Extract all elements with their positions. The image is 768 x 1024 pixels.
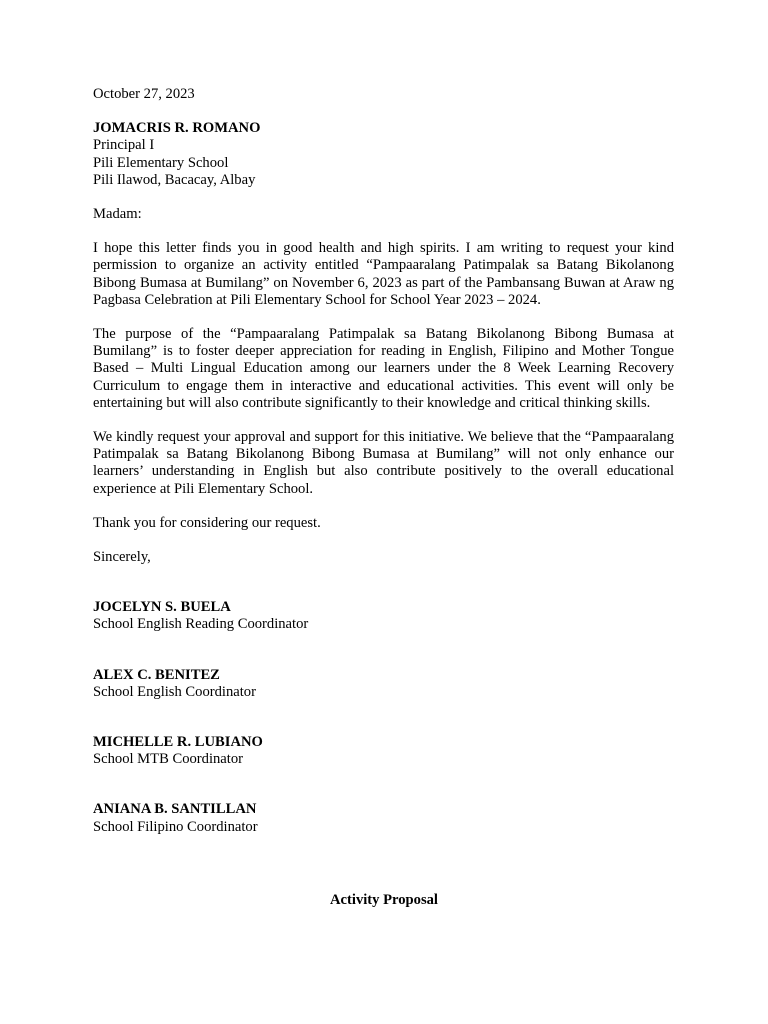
- signatory-name: MICHELLE R. LUBIANO: [93, 734, 263, 751]
- closing: Sincerely,: [93, 549, 151, 566]
- signatory-name: JOCELYN S. BUELA: [93, 599, 231, 616]
- signatory-2: [93, 667, 674, 701]
- signatory-4: [93, 801, 674, 835]
- signatory-role: School Filipino Coordinator: [93, 818, 258, 835]
- signatory-name: ALEX C. BENITEZ: [93, 666, 220, 683]
- signatory-role: School English Coordinator: [93, 683, 256, 700]
- thanks-line: Thank you for considering our request.: [93, 514, 321, 531]
- signatory-3: [93, 734, 674, 768]
- recipient-school: Pili Elementary School: [93, 154, 229, 171]
- letter-body: [93, 86, 674, 836]
- letter-date: October 27, 2023: [93, 86, 195, 102]
- paragraph-intro: I hope this letter finds you in good health and high spirits. I am writing to request your kind permission to organize an activity entitled “Pampaaralang Patimpalak sa Batang Bikolanong Bibong Bumasa at Bumilang” on November 6, 2023 as part of the Pambansang Buwan at Araw ng Pagbasa Celebration at Pili Elementary School for School Year 2023 – 2024.: [93, 240, 674, 308]
- recipient-name: JOMACRIS R. ROMANO: [93, 120, 261, 137]
- signatory-1: [93, 599, 674, 633]
- signatory-role: School MTB Coordinator: [93, 751, 243, 768]
- recipient-block: [93, 120, 674, 189]
- signatory-name: ANIANA B. SANTILLAN: [93, 801, 257, 818]
- section-title: Activity Proposal: [330, 892, 438, 908]
- paragraph-request: We kindly request your approval and support for this initiative. We believe that the “Pampaaralang Patimpalak sa Batang Bikolanong Bibong Bumasa at Bumilang” will not only enhance our learners’ understanding in English but also contribute positively to the overall educational experience at Pili Elementary School.: [93, 429, 674, 497]
- paragraph-purpose: The purpose of the “Pampaaralang Patimpalak sa Batang Bikolanong Bibong Bumasa at Bumilang” is to foster deeper appreciation for reading in English, Filipino and Mother Tongue Based – Multi Lingual Education among our learners under the 8 Week Learning Recovery Curriculum to engage them in interactive and educational activities. This event will only be entertaining but will also contribute significantly to their knowledge and critical thinking skills.: [93, 326, 674, 411]
- recipient-address: Pili Ilawod, Bacacay, Albay: [93, 171, 256, 188]
- recipient-title: Principal I: [93, 137, 155, 154]
- signatory-role: School English Reading Coordinator: [93, 616, 309, 633]
- salutation: Madam:: [93, 206, 142, 223]
